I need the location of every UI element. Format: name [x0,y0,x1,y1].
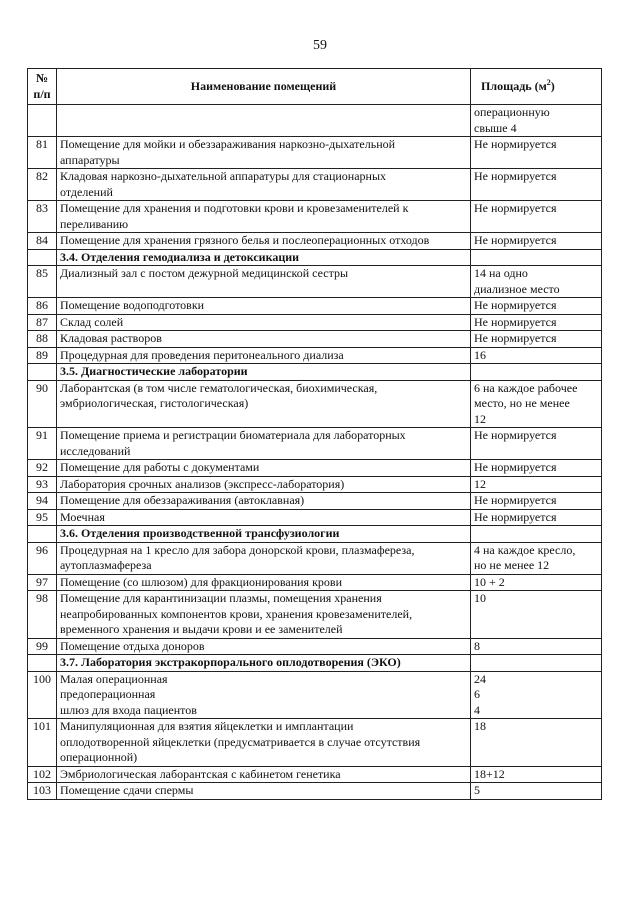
page-number: 59 [313,38,327,53]
room-name: Помещение для работы с документами [57,460,471,477]
table-row [28,783,602,800]
room-name: Помещение сдачи спермы [57,783,471,800]
section-area-cell [471,526,602,543]
table-body [28,105,602,800]
table-row [28,591,602,639]
room-area: 10 + 2 [471,574,602,591]
table-row [28,476,602,493]
room-area: Не нормируется [471,314,602,331]
table-row [28,719,602,767]
row-number: 87 [28,314,57,331]
table-row [28,460,602,477]
row-number: 84 [28,233,57,250]
row-number: 88 [28,331,57,348]
table-row [28,169,602,201]
row-number: 101 [28,719,57,767]
row-number: 95 [28,509,57,526]
table-row [28,314,602,331]
room-area: 8 [471,638,602,655]
room-name: Процедурная на 1 кресло для забора донорской крови, плазмафереза, аутоплазмафереза [57,542,471,574]
table-row [28,233,602,250]
row-number [28,105,57,137]
table-row [28,638,602,655]
table-row [28,542,602,574]
section-title: 3.5. Диагностические лаборатории [57,364,471,381]
table-row [28,201,602,233]
row-number: 85 [28,266,57,298]
room-area: Не нормируется [471,428,602,460]
header-number: № п/п [28,69,57,105]
row-number: 96 [28,542,57,574]
room-area: 10 [471,591,602,639]
row-number: 90 [28,380,57,428]
room-area: 18 [471,719,602,767]
premises-table [27,68,602,800]
room-area: 24 6 4 [471,671,602,719]
room-area: Не нормируется [471,233,602,250]
header-room-name: Наименование помещений [57,69,471,105]
room-name: Помещение для хранения и подготовки крови и кровезаменителей к переливанию [57,201,471,233]
room-area: Не нормируется [471,460,602,477]
section-number-cell [28,364,57,381]
row-number: 86 [28,298,57,315]
room-area: 5 [471,783,602,800]
section-row [28,526,602,543]
room-name: Кладовая растворов [57,331,471,348]
table-row [28,493,602,510]
room-name: Помещение водоподготовки [57,298,471,315]
section-area-cell [471,249,602,266]
row-number: 94 [28,493,57,510]
room-area: Не нормируется [471,509,602,526]
section-area-cell [471,655,602,672]
room-name: Помещение для мойки и обеззараживания наркозно-дыхательной аппаратуры [57,137,471,169]
room-area: Не нормируется [471,298,602,315]
room-area: Не нормируется [471,331,602,348]
room-name: Помещение отдыха доноров [57,638,471,655]
room-name: Манипуляционная для взятия яйцеклетки и имплантации оплодотворенной яйцеклетки (предусматривается в случае отсутствия операционной) [57,719,471,767]
room-name: Склад солей [57,314,471,331]
table-row [28,298,602,315]
section-title: 3.6. Отделения производственной трансфузиологии [57,526,471,543]
table-row [28,380,602,428]
row-number: 81 [28,137,57,169]
table-row [28,671,602,719]
section-number-cell [28,526,57,543]
row-number: 100 [28,671,57,719]
section-title: 3.7. Лаборатория экстракорпорального оплодотворения (ЭКО) [57,655,471,672]
room-name: Помещение для карантинизации плазмы, помещения хранения неапробированных компонентов крови, хранения кровезаменителей, временного хранения и выдачи крови и ее заменителей [57,591,471,639]
section-area-cell [471,364,602,381]
header-area-prefix: Площадь (м [481,78,547,93]
table-row [28,766,602,783]
room-name: Лаборантская (в том числе гематологическая, биохимическая, эмбриологическая, гистологическая) [57,380,471,428]
room-name: Помещение для хранения грязного белья и послеоперационных отходов [57,233,471,250]
header-area-superscript: 2 [546,77,551,87]
row-number: 89 [28,347,57,364]
table-row [28,266,602,298]
table-header [28,69,602,105]
row-number: 97 [28,574,57,591]
section-number-cell [28,655,57,672]
row-number: 91 [28,428,57,460]
section-number-cell [28,249,57,266]
row-number: 98 [28,591,57,639]
row-number: 99 [28,638,57,655]
room-area: Не нормируется [471,137,602,169]
row-number: 102 [28,766,57,783]
header-area [471,69,602,105]
table-row [28,428,602,460]
room-name: Лаборатория срочных анализов (экспресс-лаборатория) [57,476,471,493]
room-area: операционную свыше 4 [471,105,602,137]
room-name: Помещение (со шлюзом) для фракционирования крови [57,574,471,591]
room-name: Помещение приема и регистрации биоматериала для лабораторных исследований [57,428,471,460]
room-name: Диализный зал с постом дежурной медицинской сестры [57,266,471,298]
table-row [28,574,602,591]
header-row [28,69,602,105]
room-name: Моечная [57,509,471,526]
room-name: Эмбриологическая лаборантская с кабинетом генетика [57,766,471,783]
row-number: 93 [28,476,57,493]
row-number: 103 [28,783,57,800]
section-row [28,249,602,266]
room-area: 6 на каждое рабочее место, но не менее 12 [471,380,602,428]
section-row [28,655,602,672]
room-area: 18+12 [471,766,602,783]
row-number: 83 [28,201,57,233]
room-area: Не нормируется [471,201,602,233]
room-name: Помещение для обеззараживания (автоклавная) [57,493,471,510]
table-row [28,331,602,348]
table-row [28,105,602,137]
room-area: 4 на каждое кресло, но не менее 12 [471,542,602,574]
room-area: 16 [471,347,602,364]
section-row [28,364,602,381]
row-number: 82 [28,169,57,201]
room-area: 12 [471,476,602,493]
room-area: 14 на одно диализное место [471,266,602,298]
room-name [57,105,471,137]
row-number: 92 [28,460,57,477]
room-name: Кладовая наркозно-дыхательной аппаратуры для стационарных отделений [57,169,471,201]
room-name: Процедурная для проведения перитонеального диализа [57,347,471,364]
table-row [28,509,602,526]
room-area: Не нормируется [471,493,602,510]
section-title: 3.4. Отделения гемодиализа и детоксикации [57,249,471,266]
table-row [28,347,602,364]
room-name: Малая операционная предоперационная шлюз для входа пациентов [57,671,471,719]
header-area-suffix: ) [550,78,555,93]
room-area: Не нормируется [471,169,602,201]
table-row [28,137,602,169]
